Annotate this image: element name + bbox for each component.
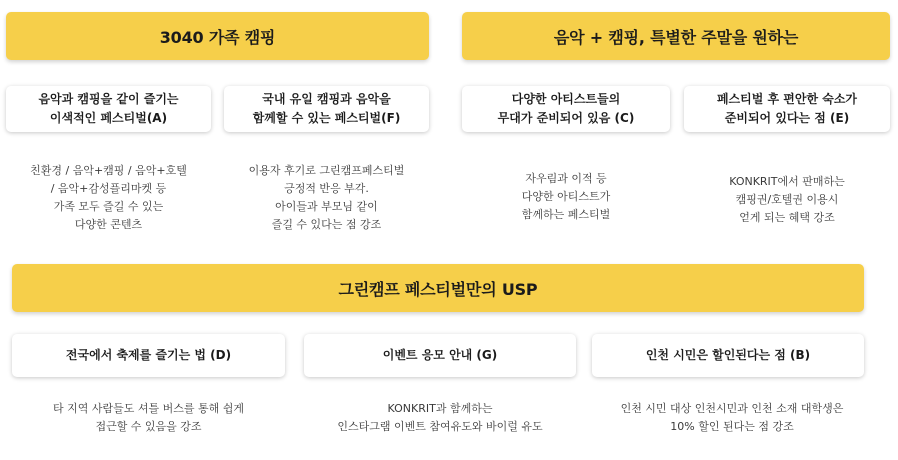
desc-line: 캠핑권/호텔권 이용시: [735, 193, 839, 206]
desc-line: 가족 모두 즐길 수 있는: [53, 200, 164, 213]
desc-lodging-e: [684, 173, 890, 227]
card-festival-f: [224, 86, 429, 132]
desc-festival-a: [6, 162, 211, 234]
desc-line: 함께하는 페스티벌: [521, 208, 611, 221]
card-line: 무대가 준비되어 있음 (C): [497, 111, 635, 125]
desc-festival-f: [224, 162, 429, 234]
desc-nationwide-d: [12, 400, 285, 436]
card-line: 이색적인 페스티벌(A): [49, 111, 168, 125]
banner-special-weekend: [462, 12, 890, 60]
desc-event-g: [294, 400, 586, 436]
card-event-g: [304, 334, 576, 377]
desc-line: 친환경 / 음악+캠핑 / 음악+호텔: [30, 164, 187, 177]
card-line: 전국에서 축제를 즐기는 법 (D): [65, 348, 232, 362]
card-lodging-e: [684, 86, 890, 132]
desc-line: 긍정적 반응 부각.: [284, 182, 369, 195]
desc-line: / 음악+감성플리마켓 등: [50, 182, 167, 195]
card-line: 페스티벌 후 편안한 숙소가: [716, 92, 858, 106]
desc-line: 다양한 콘텐츠: [74, 218, 143, 231]
desc-line: KONKRIT과 함께하는: [387, 402, 493, 415]
desc-line: KONKRIT에서 판매하는: [729, 175, 845, 188]
card-line: 인천 시민은 할인된다는 점 (B): [645, 348, 811, 362]
card-incheon-b: [592, 334, 864, 377]
desc-line: 타 지역 사람들도 셔틀 버스를 통해 쉽게: [53, 402, 244, 415]
card-line: 국내 유일 캠핑과 음악을: [262, 92, 391, 106]
banner-title: 3040 가족 캠핑: [159, 27, 276, 47]
card-artists-c: [462, 86, 670, 132]
card-nationwide-d: [12, 334, 285, 377]
desc-line: 즐길 수 있다는 점 강조: [271, 218, 382, 231]
desc-artists-c: [462, 170, 670, 224]
banner-title: 그린캠프 페스티벌만의 USP: [338, 279, 538, 299]
desc-line: 자우림과 이적 등: [525, 172, 607, 185]
banner-title: 음악 + 캠핑, 특별한 주말을 원하는: [553, 27, 799, 47]
card-line: 다양한 아티스트들의: [511, 92, 621, 106]
desc-line: 인천 시민 대상 인천시민과 인천 소재 대학생은: [620, 402, 844, 415]
desc-line: 접근할 수 있음을 강조: [95, 420, 202, 433]
card-line: 함께할 수 있는 페스티벌(F): [252, 111, 401, 125]
desc-line: 아이들과 부모님 같이: [275, 200, 378, 213]
card-line: 준비되어 있다는 점 (E): [724, 111, 850, 125]
card-line: 이벤트 응모 안내 (G): [382, 348, 498, 362]
desc-line: 10% 할인 된다는 점 강조: [670, 420, 794, 433]
banner-usp: [12, 264, 864, 312]
desc-incheon-b: [582, 400, 882, 436]
desc-line: 다양한 아티스트가: [521, 190, 611, 203]
desc-line: 이용자 후기로 그린캠프페스티벌: [248, 164, 405, 177]
card-festival-a: [6, 86, 211, 132]
card-line: 음악과 캠핑을 같이 즐기는: [38, 92, 179, 106]
desc-line: 얻게 되는 혜택 강조: [739, 211, 835, 224]
desc-line: 인스타그램 이벤트 참여유도와 바이럴 유도: [337, 420, 543, 433]
banner-family-camping: [6, 12, 429, 60]
